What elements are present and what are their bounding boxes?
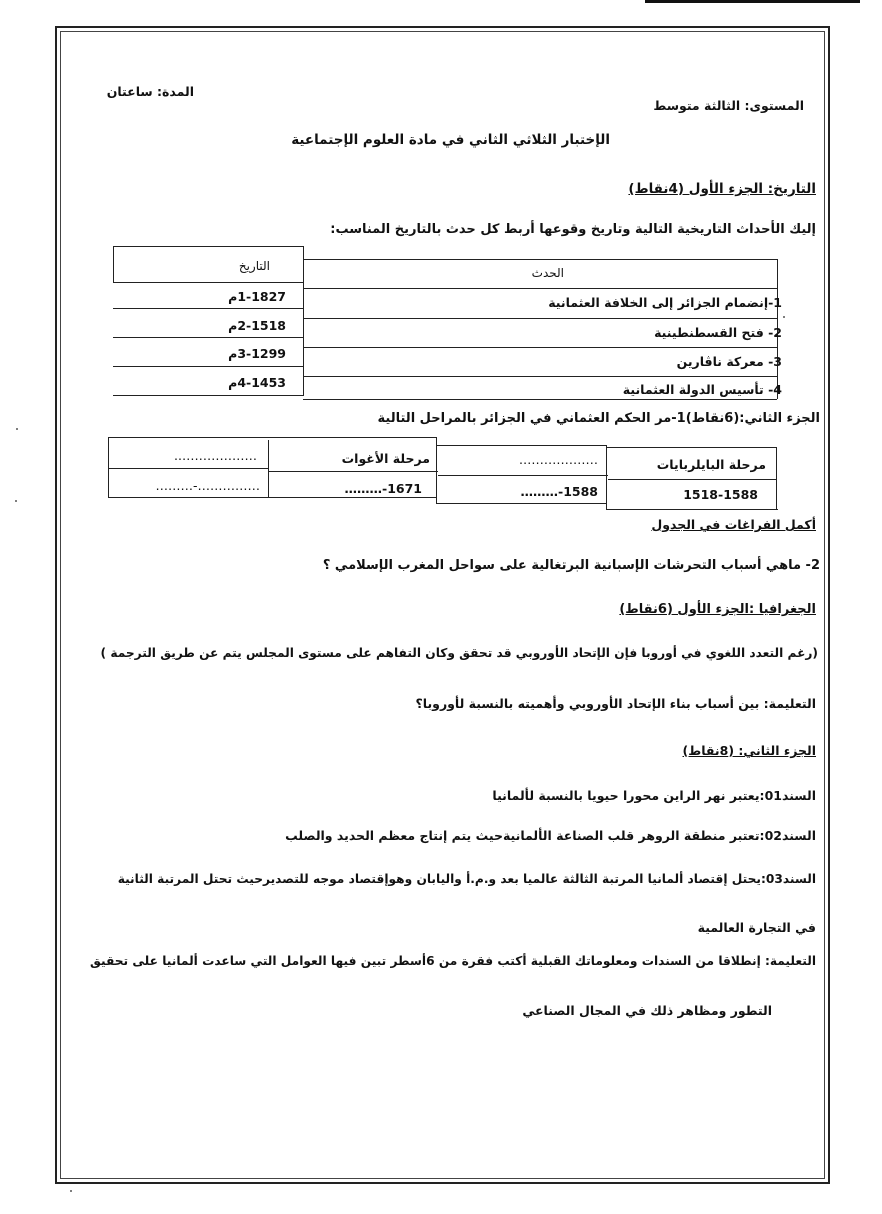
top-edge-line [645,0,860,3]
table2-period-1: 1518-1588 [683,487,758,502]
table1-date-3: 3-1299م [228,346,286,361]
table2-blank-stage-2: ………………. [519,452,598,467]
geography-quote: (رغم التعدد اللغوي في أوروبا فإن الإتحاد الأوروبي قد تحقق وكان التفاهم على مستوى المجلس يتم عن طريق الترجمة ) [100,646,818,660]
scan-speck [783,316,785,318]
history-part2-title: الجزء الثاني:(6نقاط)1-مر الحكم العثماني في الجزائر بالمراحل التالية [377,411,820,426]
document-03-line-1: السند03:يحتل إقتصاد ألمانيا المرتبة الثالثة عالميا بعد و.م.أ واليابان وهوإقتصاد موجه للتصديرحيث تحتل المرتبة الثانية [117,872,816,886]
table1-date-4: 4-1453م [228,375,286,390]
table2-blank-stage-4: ……………….. [174,448,257,463]
table1-header-event: الحدث [531,266,564,280]
document-02: السند02:تعتبر منطقة الروهر قلب الصناعة الألمانيةحيث يتم إنتاج معظم الحديد والصلب [285,828,816,843]
table2-stage-aghas: مرحلة الأغوات [341,451,430,466]
exam-level: المستوى: الثالثة متوسط [653,98,804,113]
geography-instruction-2-line-2: التطور ومظاهر ذلك في المجال الصناعي [522,1003,772,1018]
document-01: السند01:يعتبر نهر الراين محورا حيويا بالنسبة لألمانيا [492,788,816,803]
scan-speck [15,500,17,502]
table2-period-3: 1671-……… [344,481,422,496]
table1-event-3: 3- معركة ناڤارين [676,354,782,369]
table1-event-1: 1-إنضمام الجزائر إلى الخلافة العثمانية [548,295,782,310]
table2-stage-beylerbeys: مرحلة البايلربايات [656,457,766,472]
table2-period-2: 1588-……… [520,484,598,499]
geography-part2-title: الجزء الثاني: (8نقاط) [682,743,816,758]
exam-duration: المدة: ساعتان [106,84,194,99]
table1-date-2: 2-1518م [228,318,286,333]
history-part1-instruction: إليك الأحداث التاريخية التالية وتاريخ وقوعها أربط كل حدث بالتاريخ المناسب: [330,222,816,237]
table1-date-1: 1-1827م [228,289,286,304]
table2-period-4: ……………-……… [155,478,260,493]
complete-table-instruction: أكمل الفراغات في الجدول [651,517,816,532]
scan-speck [70,1190,72,1192]
scan-speck [16,428,18,430]
geography-instruction-1: التعليمة: بين أسباب بناء الإتحاد الأوروبي وأهميته بالنسبة لأوروبا؟ [415,696,816,711]
document-03-line-2: في التجارة العالمية [697,920,816,935]
table1-header-date: التاريخ [238,259,270,273]
exam-title: الإختبار الثلاثي الثاني في مادة العلوم الإجتماعية [291,132,610,148]
table1-event-2: 2- فتح القسطنطينية [654,325,782,340]
geography-part1-title: الجغرافيا :الجزء الأول (6نقاط) [619,602,816,617]
history-question-2: 2- ماهي أسباب التحرشات الإسبانية البرتغالية على سواحل المغرب الإسلامي ؟ [322,558,820,573]
table1-event-4: 4- تأسيس الدولة العثمانية [622,382,782,397]
history-part1-title: التاريخ: الجزء الأول (4نقاط) [628,181,816,197]
geography-instruction-2-line-1: التعليمة: إنطلاقا من السندات ومعلوماتك القبلية أكتب فقرة من 6أسطر تبين فيها العوامل التي ساعدت ألمانيا على تحقيق [90,954,816,968]
